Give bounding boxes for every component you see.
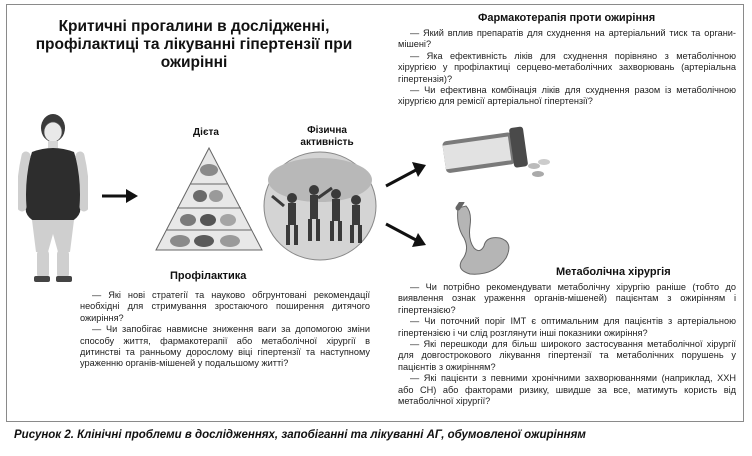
surgery-item: — Які пацієнти з певними хронічними захворюваннями (наприклад, ХХН або СН) або факторами ризику, швидше за все, матимуть користь від метаболічної хірургії? (398, 373, 736, 407)
prevention-item: — Чи запобігає навмисне зниження ваги за допомогою зміни способу життя, фармакотерапії або метаболічної хірургії в дитинстві та ранньому дорослому віці гіпертензії та наступному ураженню органів-мішеней у подальшому житті? (80, 324, 370, 369)
surgery-item: — Які перешкоди для більш широкого застосування метаболічної хірургії для довгострокового лікування гіпертензії та метаболічних порушень у пацієнтів з ожирінням? (398, 339, 736, 372)
surgery-text (398, 282, 736, 407)
figure-title: Критичні прогалини в дослідженні, профілактиці та лікуванні гіпертензії при ожирінні (35, 18, 353, 71)
food-pyramid-icon (150, 146, 268, 256)
surgery-item: — Чи потрібно рекомендувати метаболічну хірургію раніше (тобто до виявлення ознак ураження органів-мішеней) пацієнтам з ожирінням і гіпертензією? (398, 282, 736, 315)
pharmacotherapy-item: — Який вплив препаратів для схуднення на артеріальний тиск та органи-мішені? (398, 28, 736, 50)
figure-caption: Рисунок 2. Клінічні проблеми в дослідженнях, запобіганні та лікуванні АГ, обумовленої ожирінням (14, 429, 586, 441)
obese-person-icon (18, 112, 88, 287)
diet-label: Дієта (193, 127, 219, 138)
arrow-icon (100, 186, 140, 206)
prevention-item: — Які нові стратегії та науково обгрунтовані рекомендації необхідні для стримування зростаючого поширення дитячого ожиріння? (80, 290, 370, 323)
stomach-icon (440, 202, 516, 278)
pharmacotherapy-title: Фармакотерапія проти ожиріння (478, 12, 656, 24)
prevention-text (80, 290, 370, 370)
pill-bottle-icon (438, 122, 558, 182)
exercise-group-icon (262, 150, 378, 262)
arrow-icon (384, 160, 428, 190)
surgery-title: Метаболічна хірургія (556, 266, 671, 278)
pharmacotherapy-item: — Чи ефективна комбінація ліків для схуднення разом із метаболічною хірургією для ремісії артеріальної гіпертензії? (398, 85, 736, 107)
activity-label: Фізична активність (300, 125, 354, 148)
arrow-icon (384, 220, 428, 250)
pharmacotherapy-text (398, 28, 736, 108)
prevention-title: Профілактика (170, 270, 247, 282)
pharmacotherapy-item: — Яка ефективність ліків для схуднення порівняно з метаболічною хірургією у профілактиці серцево-метаболічних захворювань (артеріальна гіпертензія)? (398, 50, 736, 84)
surgery-item: — Чи поточний поріг ІМТ є оптимальним для пацієнтів з артеріальною гіпертензією і чи слід розглянути інші показники ожиріння? (398, 316, 736, 338)
